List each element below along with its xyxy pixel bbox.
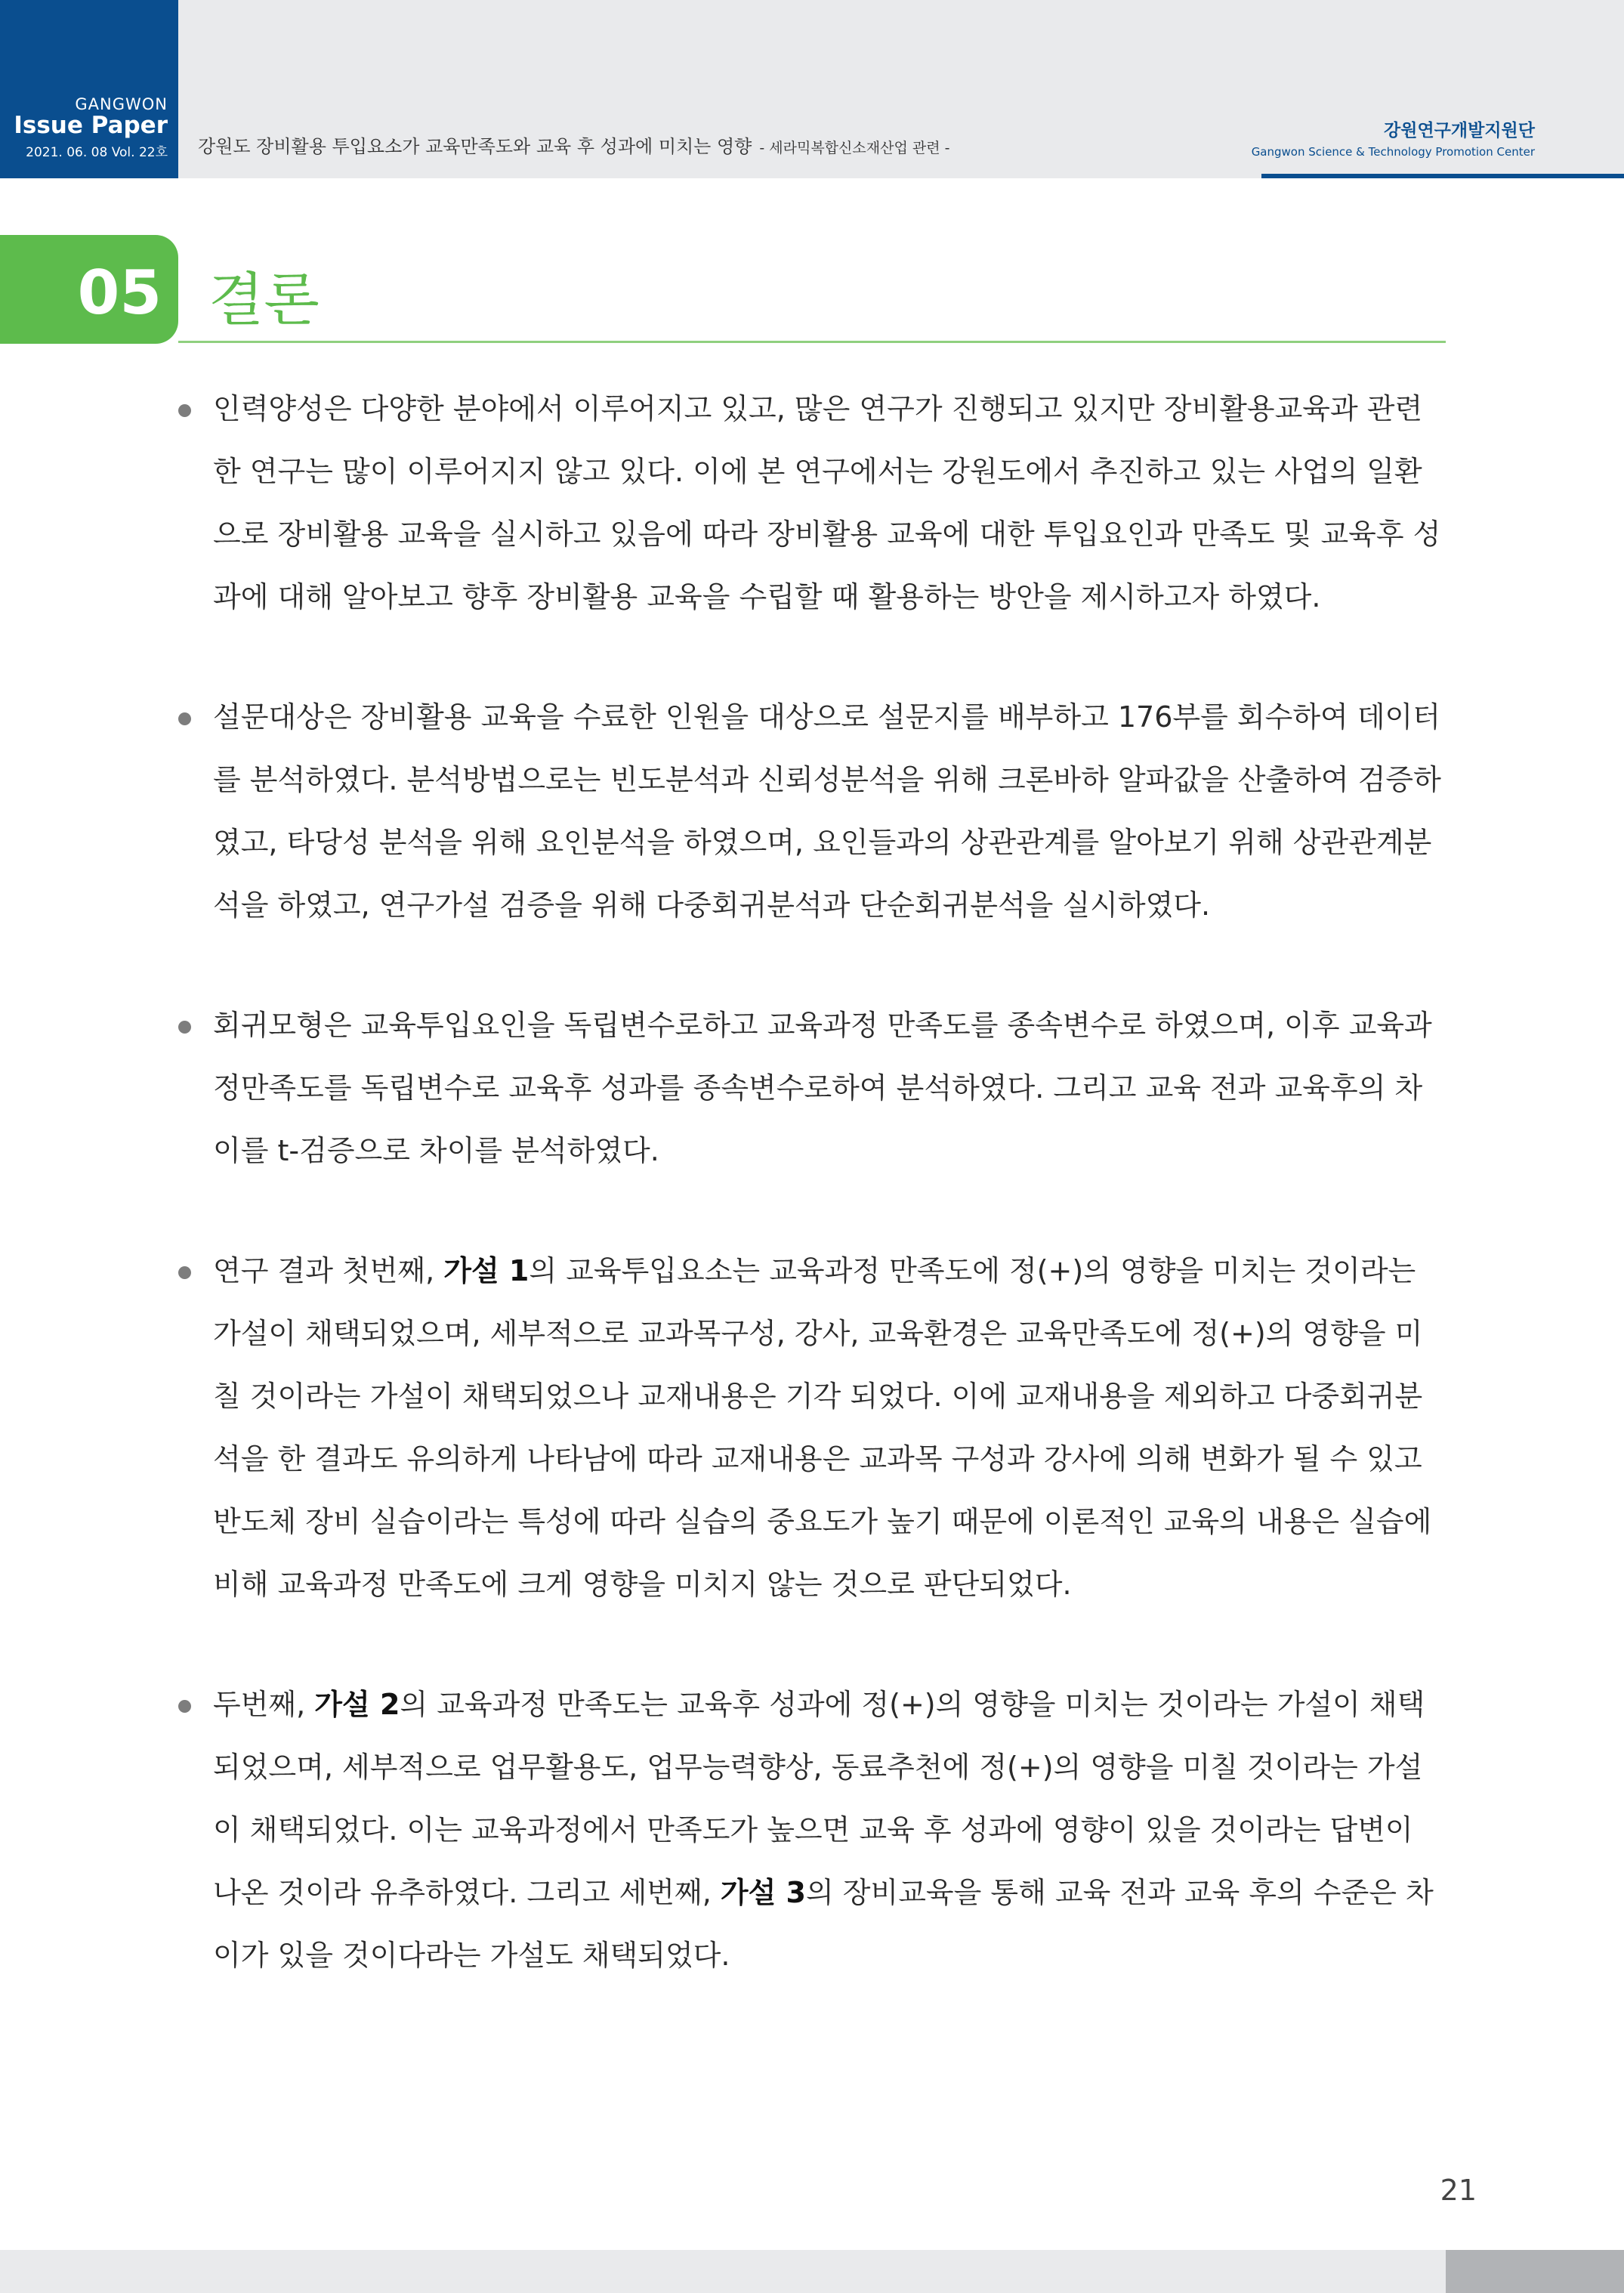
paragraph-text: 설문대상은 장비활용 교육을 수료한 인원을 대상으로 설문지를 배부하고 176부를 회수하여 데이터를 분석하였다. 분석방법으로는 빈도분석과 신뢰성분석을 위해 크론바하 알파값을 산출하여 검증하였고, 타당성 분석을 위해 요인분석을 하였으며, 요인들과의 상관관계를 알아보기 위해 상관관계분석을 하였고, 연구가설 검증을 위해 다중회귀분석과 단순회귀분석을 실시하였다. <box>213 700 1441 922</box>
brand-name: Issue Paper <box>14 112 168 139</box>
organization-name: 강원연구개발지원단 <box>1384 121 1535 141</box>
section-number-tab <box>0 235 178 344</box>
paragraph-text: 회귀모형은 교육투입요인을 독립변수로하고 교육과정 만족도를 종속변수로 하였으며, 이후 교육과정만족도를 독립변수로 교육후 성과를 종속변수로하여 분석하였다. 그리고 교육 전과 교육후의 차이를 t-검증으로 차이를 분석하였다. <box>213 1009 1432 1167</box>
conclusion-body <box>178 378 1446 2044</box>
page-header <box>0 0 1624 178</box>
paragraph-text: 연구 결과 첫번째, <box>213 1254 444 1287</box>
bullet-paragraph <box>178 378 1446 629</box>
page-number: 21 <box>1440 2174 1477 2207</box>
bullet-paragraph <box>178 994 1446 1182</box>
hypothesis-label: 가설 2 <box>314 1688 400 1721</box>
report-title <box>198 131 949 158</box>
header-accent-line <box>1261 174 1624 178</box>
section-divider <box>178 341 1446 343</box>
paragraph-text: 두번째, <box>213 1688 315 1721</box>
paragraph-text: 의 교육투입요소는 교육과정 만족도에 정(+)의 영향을 미치는 것이라는 가설이 채택되었으며, 세부적으로 교과목구성, 강사, 교육환경은 교육만족도에 정(+)의 영향을 미칠 것이라는 가설이 채택되었으나 교재내용은 기각 되었다. 이에 교재내용을 제외하고 다중회귀분석을 한 결과도 유의하게 나타남에 따라 교재내용은 교과목 구성과 강사에 의해 변화가 될 수 있고 반도체 장비 실습이라는 특성에 따라 실습의 중요도가 높기 때문에 이론적인 교육의 내용은 실습에 비해 교육과정 만족도에 크게 영향을 미치지 않는 것으로 판단되었다. <box>213 1254 1432 1601</box>
brand-logo-box <box>0 0 178 178</box>
bullet-paragraph <box>178 1240 1446 1616</box>
report-title-main: 강원도 장비활용 투입요소가 교육만족도와 교육 후 성과에 미치는 영향 <box>198 136 752 157</box>
section-title: 결론 <box>208 266 320 333</box>
paragraph-text: 의 교육과정 만족도는 교육후 성과에 정(+)의 영향을 미치는 것이라는 가설이 채택되었으며, 세부적으로 업무활용도, 업무능력향상, 동료추천에 정(+)의 영향을 미칠 것이라는 가설이 채택되었다. 이는 교육과정에서 만족도가 높으면 교육 후 성과에 영향이 있을 것이라는 답변이 나온 것이라 유추하였다. 그리고 세번째, <box>213 1688 1425 1909</box>
report-subtitle: - 세라믹복합신소재산업 관련 - <box>759 140 950 156</box>
paragraph-text: 인력양성은 다양한 분야에서 이루어지고 있고, 많은 연구가 진행되고 있지만 장비활용교육과 관련한 연구는 많이 이루어지지 않고 있다. 이에 본 연구에서는 강원도에서 추진하고 있는 사업의 일환으로 장비활용 교육을 실시하고 있음에 따라 장비활용 교육에 대한 투입요인과 만족도 및 교육후 성과에 대해 알아보고 향후 장비활용 교육을 수립할 때 활용하는 방안을 제시하고자 하였다. <box>213 392 1441 613</box>
paragraph-text: 의 장비교육을 통해 교육 전과 교육 후의 수준은 차이가 있을 것이다라는 가설도 채택되었다. <box>213 1876 1434 1972</box>
organization-english-name: Gangwon Science & Technology Promotion Center <box>1251 145 1535 159</box>
issue-date: 2021. 06. 08 Vol. 22호 <box>26 145 168 160</box>
hypothesis-label: 가설 3 <box>720 1876 806 1909</box>
brand-region: GANGWON <box>75 95 168 113</box>
bullet-paragraph <box>178 1673 1446 1987</box>
footer-bar <box>0 2250 1446 2293</box>
bullet-paragraph <box>178 686 1446 937</box>
footer-end-block <box>1446 2250 1624 2293</box>
hypothesis-label: 가설 1 <box>443 1254 529 1287</box>
section-number: 05 <box>77 258 162 328</box>
